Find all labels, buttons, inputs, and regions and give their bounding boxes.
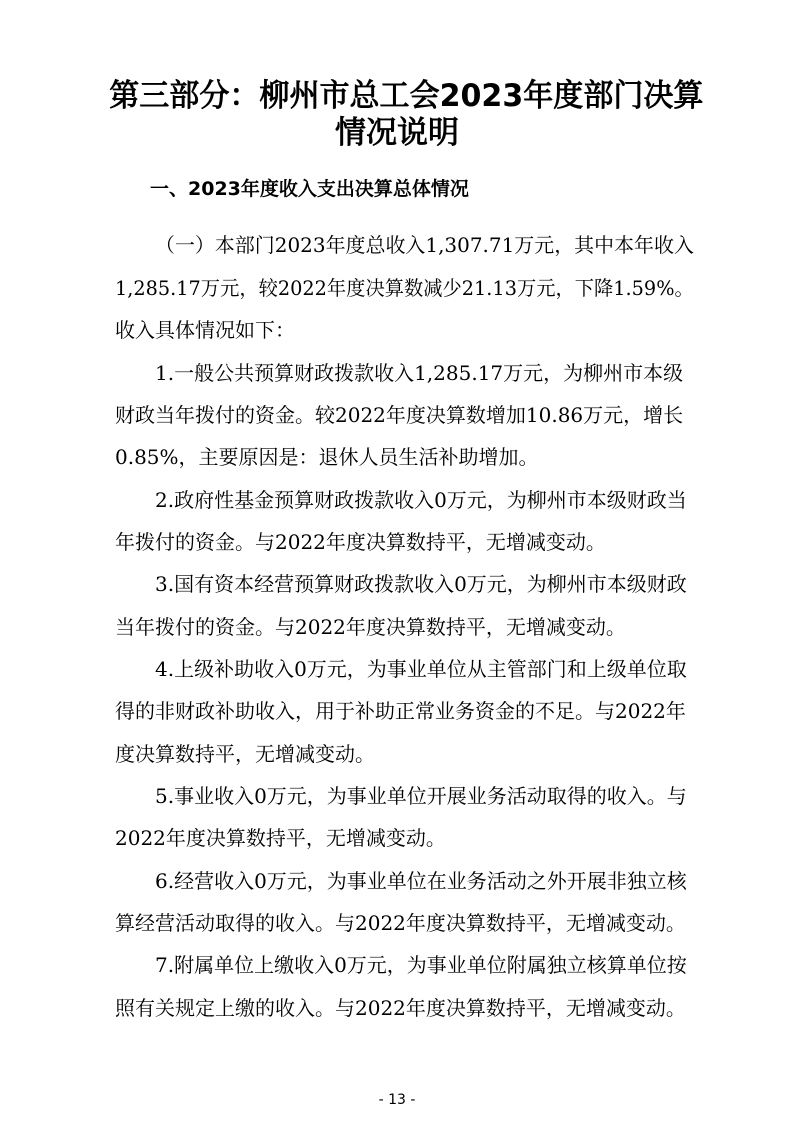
paragraph-8-line-1: 7.附属单位上缴收入0万元，为事业单位附属独立核算单位按 xyxy=(155,953,687,977)
paragraph-1-line-1: （一）本部门2023年度总收入1,307.71万元，其中本年收入 xyxy=(155,233,694,257)
page-title-line-1: 第三部分：柳州市总工会2023年度部门决算 xyxy=(109,78,704,114)
paragraph-2-line-2: 财政当年拨付的资金。较2022年度决算数增加10.86万元，增长 xyxy=(115,403,684,427)
paragraph-7-line-2: 算经营活动取得的收入。与2022年度决算数持平，无增减变动。 xyxy=(115,911,686,935)
paragraph-6-line-2: 2022年度决算数持平，无增减变动。 xyxy=(115,826,446,850)
page-title-line-2: 情况说明 xyxy=(335,115,459,151)
paragraph-3-line-2: 年拨付的资金。与2022年度决算数持平，无增减变动。 xyxy=(115,530,606,554)
page-number: - 13 - xyxy=(378,1092,416,1108)
paragraph-5-line-2: 得的非财政补助收入，用于补助正常业务资金的不足。与2022年 xyxy=(115,699,686,723)
paragraph-1-line-3: 收入具体情况如下： xyxy=(115,318,295,342)
section-heading: 一、2023年度收入支出决算总体情况 xyxy=(150,178,469,200)
paragraph-3-line-1: 2.政府性基金预算财政拨款收入0万元，为柳州市本级财政当 xyxy=(155,488,687,512)
paragraph-4-line-1: 3.国有资本经营预算财政拨款收入0万元，为柳州市本级财政 xyxy=(155,572,687,596)
paragraph-2-line-1: 1.一般公共预算财政拨款收入1,285.17万元，为柳州市本级 xyxy=(155,361,684,385)
paragraph-1-line-2: 1,285.17万元，较2022年度决算数减少21.13万元，下降1.59%。 xyxy=(115,276,694,300)
paragraph-5-line-1: 4.上级补助收入0万元，为事业单位从主管部门和上级单位取 xyxy=(155,657,687,681)
paragraph-7-line-1: 6.经营收入0万元，为事业单位在业务活动之外开展非独立核 xyxy=(155,869,687,893)
paragraph-5-line-3: 度决算数持平，无增减变动。 xyxy=(115,742,375,766)
paragraph-8-line-2: 照有关规定上缴的收入。与2022年度决算数持平，无增减变动。 xyxy=(115,996,686,1020)
paragraph-6-line-1: 5.事业收入0万元，为事业单位开展业务活动取得的收入。与 xyxy=(155,784,687,808)
paragraph-4-line-2: 当年拨付的资金。与2022年度决算数持平，无增减变动。 xyxy=(115,615,626,639)
paragraph-2-line-3: 0.85%，主要原因是：退休人员生活补助增加。 xyxy=(115,445,539,469)
